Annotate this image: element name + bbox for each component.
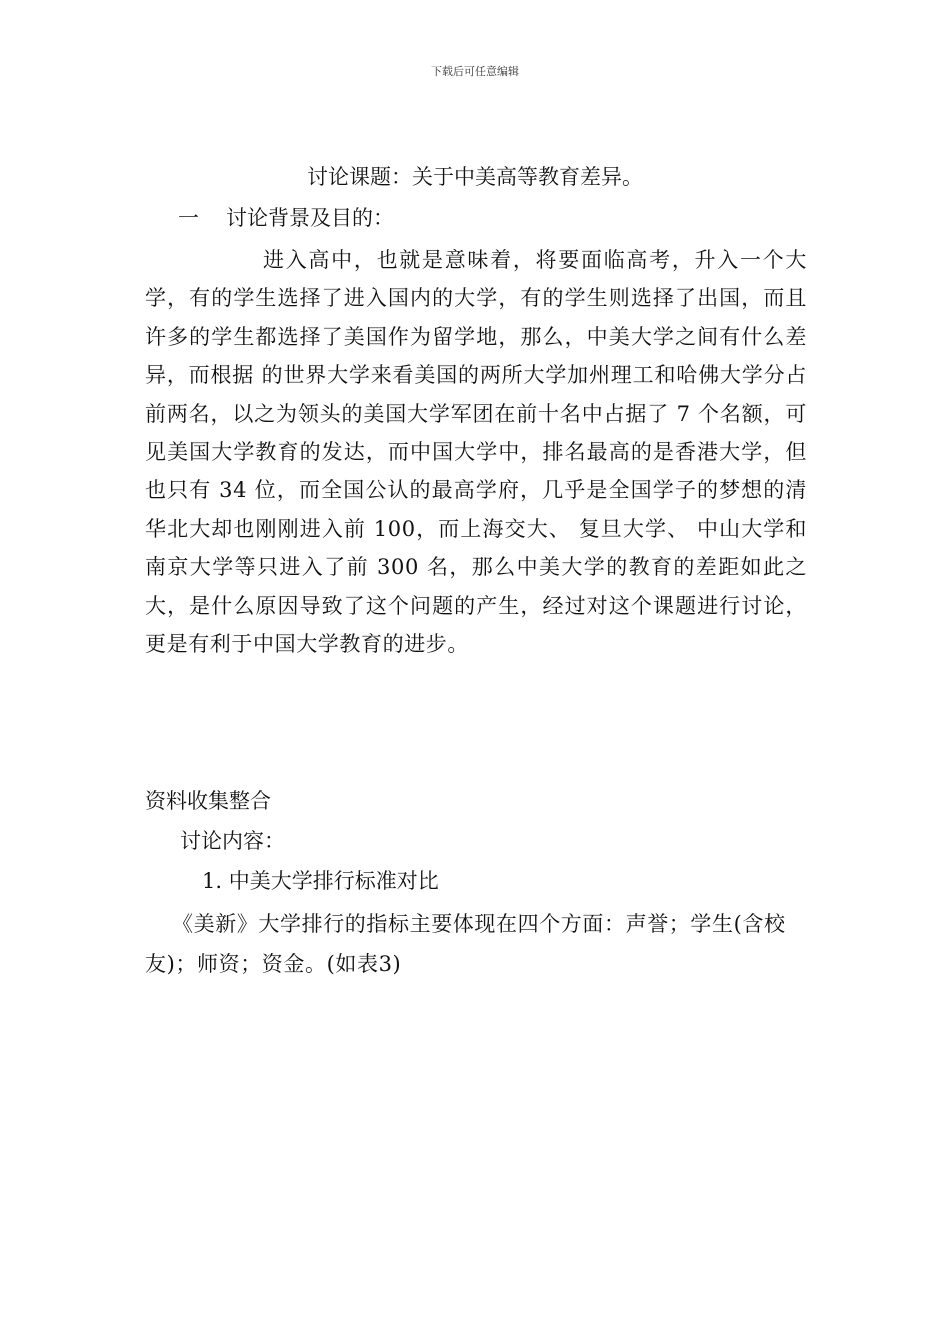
header-note: 下载后可任意编辑 xyxy=(431,65,519,78)
section-heading-background xyxy=(178,203,394,233)
collect-heading: 资料收集整合 xyxy=(145,789,271,813)
ranking-indicators-paragraph: 《美新》大学排行的指标主要体现在四个方面：声誉；学生(含校友)；师资；资金。(如表3) xyxy=(145,912,786,976)
section-title: 讨论背景及目的： xyxy=(226,206,394,230)
document-topic-title: 讨论课题：关于中美高等教育差异。 xyxy=(307,165,643,189)
section-number: 一 xyxy=(178,206,199,230)
content-heading: 讨论内容： xyxy=(180,829,285,853)
list-item-ranking-comparison: 1. 中美大学排行标准对比 xyxy=(202,869,439,893)
background-paragraph: 进入高中，也就是意味着，将要面临高考，升入一个大学，有的学生选择了进入国内的大学，有的学生则选择了出国，而且许多的学生都选择了美国作为留学地，那么，中美大学之间有什么差异，而根据 的世界大学来看美国的两所大学加州理工和哈佛大学分占前两名，以之为领头的美国大学军团在前十名中占据了 7 个名额，可见美国大学教育的发达，而中国大学中，排名最高的是香港大学，但也只有 34 位，而全国公认的最高学府，几乎是全国学子的梦想的清华北大却也刚刚进入前 100，而上海交大、 复旦大学、 中山大学和南京大学等只进入了前 300 名，那么中美大学的教育的差距如此之大，是什么原因导致了这个问题的产生，经过对这个课题进行讨论，更是有利于中国大学教育的进步。 xyxy=(145,248,807,657)
